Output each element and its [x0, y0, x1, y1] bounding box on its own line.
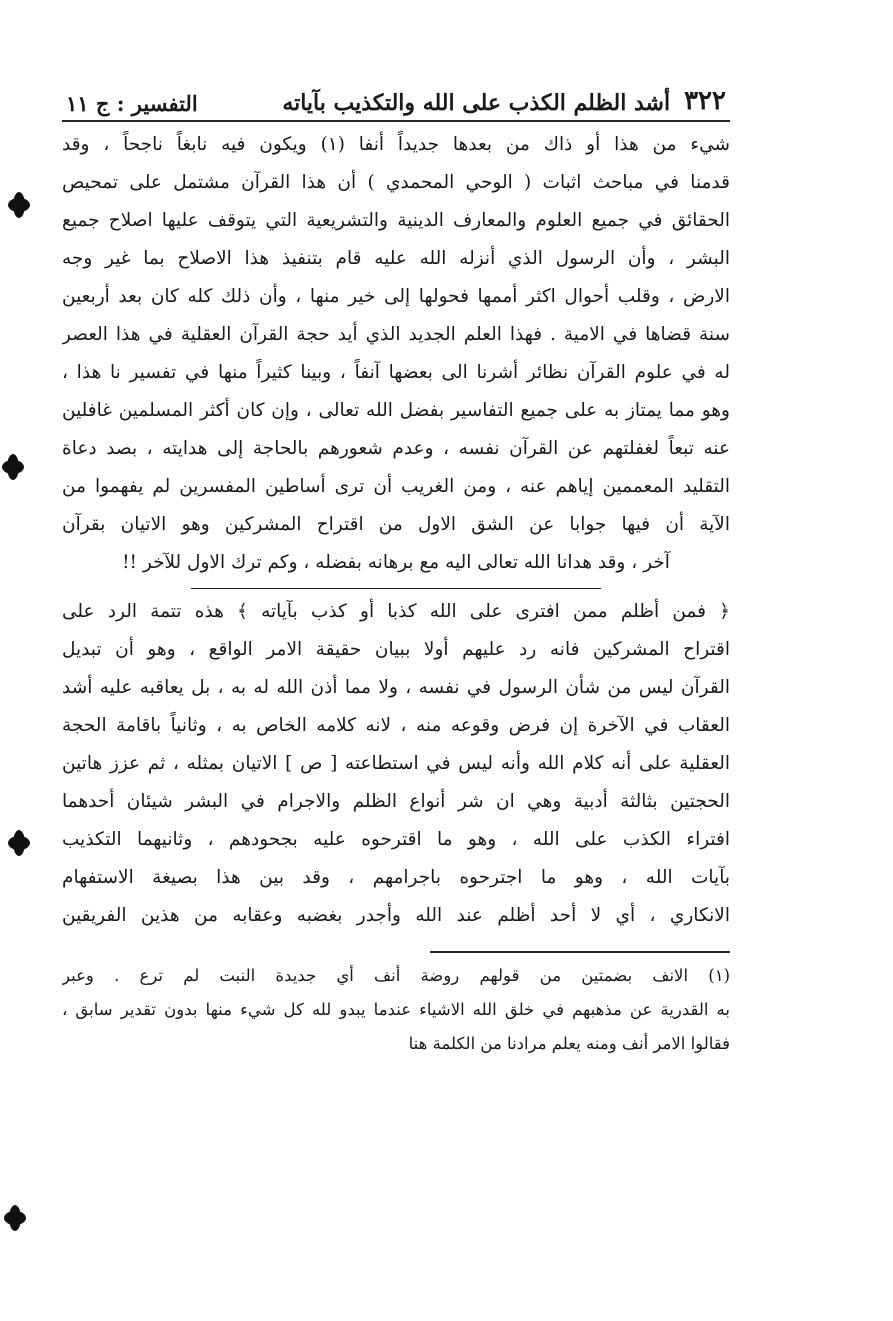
- text-line: شيء من هذا أو ذاك من بعدها جديداً أنفا (١) ويكون فيه نابغاً ناجحاً ، وقد: [62, 134, 730, 155]
- footnote-line: به القدرية عن مذهبهم في خلق الله الاشياء عندما يبدو لله كل شيء منها بدون تقدير سابق ،: [62, 1000, 730, 1019]
- text-line: له في علوم القرآن نظائر أشرنا الى بعضها آنفاً ، وبينا كثيراً منها في تفسير نا هذا ،: [62, 362, 730, 383]
- verse-commentary-paragraph: [62, 593, 730, 935]
- text-line: التقليد المعممين إياهم عنه ، ومن الغريب أن ترى أساطين المفسرين لم يفهموا من: [62, 476, 730, 497]
- text-line: القرآن ليس من شأن الرسول في نفسه ، ولا مما أذن الله له به ، بل يعاقبه عليه أشد: [62, 677, 730, 698]
- text-line: آخر ، وقد هدانا الله تعالى اليه مع برهانه بفضله ، وكم ترك الاول للآخر !!: [122, 552, 670, 573]
- volume-label: التفسير : ج ١١: [66, 91, 198, 116]
- text-line: الحقائق في جميع العلوم والمعارف الدينية والتشريعية التي يتوقف عليها اصلاح جميع: [62, 210, 730, 231]
- text-line: الآية أن فيها جوابا عن الشق الاول من اقتراح المشركين وهو الاتيان بقرآن: [62, 514, 730, 535]
- text-line: الانكاري ، أي لا أحد أظلم عند الله وأجدر بغضبه وعقابه من هذين الفريقين: [62, 905, 730, 926]
- running-title: أشد الظلم الكذب على الله والتكذيب بآياته: [282, 90, 671, 116]
- text-line: اقتراح المشركين فانه رد عليهم أولا ببيان حقيقة الامر الواقع ، وهو أن تبديل: [62, 639, 730, 660]
- text-line: الحجتين بثالثة أدبية وهي ان شر أنواع الظلم والاجرام في البشر شيئان أحدهما: [62, 791, 730, 812]
- footnote-line: فقالوا الامر أنف ومنه يعلم مرادنا من الكلمة هنا: [408, 1034, 730, 1053]
- text-line: ﴿ فمن أظلم ممن افترى على الله كذبا أو كذب بآياته ﴾ هذه تتمة الرد على: [62, 601, 730, 622]
- footnote: [62, 959, 730, 1061]
- main-paragraph: [62, 126, 730, 582]
- text-line: وهو مما يمتاز به على جميع التفاسير بفضل الله تعالى ، وإن كان أكثر المسلمين غافلين: [62, 400, 730, 421]
- book-page: [62, 82, 730, 1061]
- text-line: افتراء الكذب على الله ، وهو ما اقترحوه عليه بجحودهم ، وثانيهما التكذيب: [62, 829, 730, 850]
- binding-hole-mark: [8, 198, 30, 212]
- text-line: سنة قضاها في الامية . فهذا العلم الجديد الذي أيد حجة القرآن العقلية في هذا العصر: [62, 324, 730, 345]
- text-line: عنه تبعاً لغفلتهم عن القرآن نفسه ، وعدم شعورهم بالحاجة إلى هدايته ، بصد دعاة: [62, 438, 730, 459]
- page-header: [62, 82, 730, 122]
- text-line: العقلية على أنه كلام الله وأنه ليس في استطاعته [ ص ] الاتيان بمثله ، ثم عزز هاتين: [62, 753, 730, 774]
- section-divider: [191, 588, 601, 589]
- text-line: بآيات الله ، وهو ما اجترحوه باجرامهم ، وقد بين هذا بصيغة الاستفهام: [62, 867, 730, 888]
- text-line: الارض ، وقلب أحوال اكثر أممها فحولها إلى خير منها ، وأن ذلك كله كان بعد أربعين: [62, 286, 730, 307]
- text-line: قدمنا في مباحث اثبات ( الوحي المحمدي ) أن هذا القرآن مشتمل على تمحيص: [62, 172, 730, 193]
- text-line: البشر ، وأن الرسول الذي أنزله الله عليه قام بتنفيذ هذا الاصلاح بما غير وجه: [62, 248, 730, 269]
- footnote-divider: [430, 951, 730, 953]
- footnote-line: (١) الانف بضمتين من قولهم روضة أنف أي جديدة النبت لم ترع . وعبر: [62, 966, 730, 985]
- text-line: العقاب في الآخرة إن فرض وقوعه منه ، لانه كلامه الخاص به ، وثانياً باقامة الحجة: [62, 715, 730, 736]
- binding-hole-mark: [2, 460, 24, 474]
- page-number: ٣٢٢: [684, 86, 726, 116]
- binding-hole-mark: [8, 836, 30, 850]
- binding-hole-mark: [4, 1211, 26, 1225]
